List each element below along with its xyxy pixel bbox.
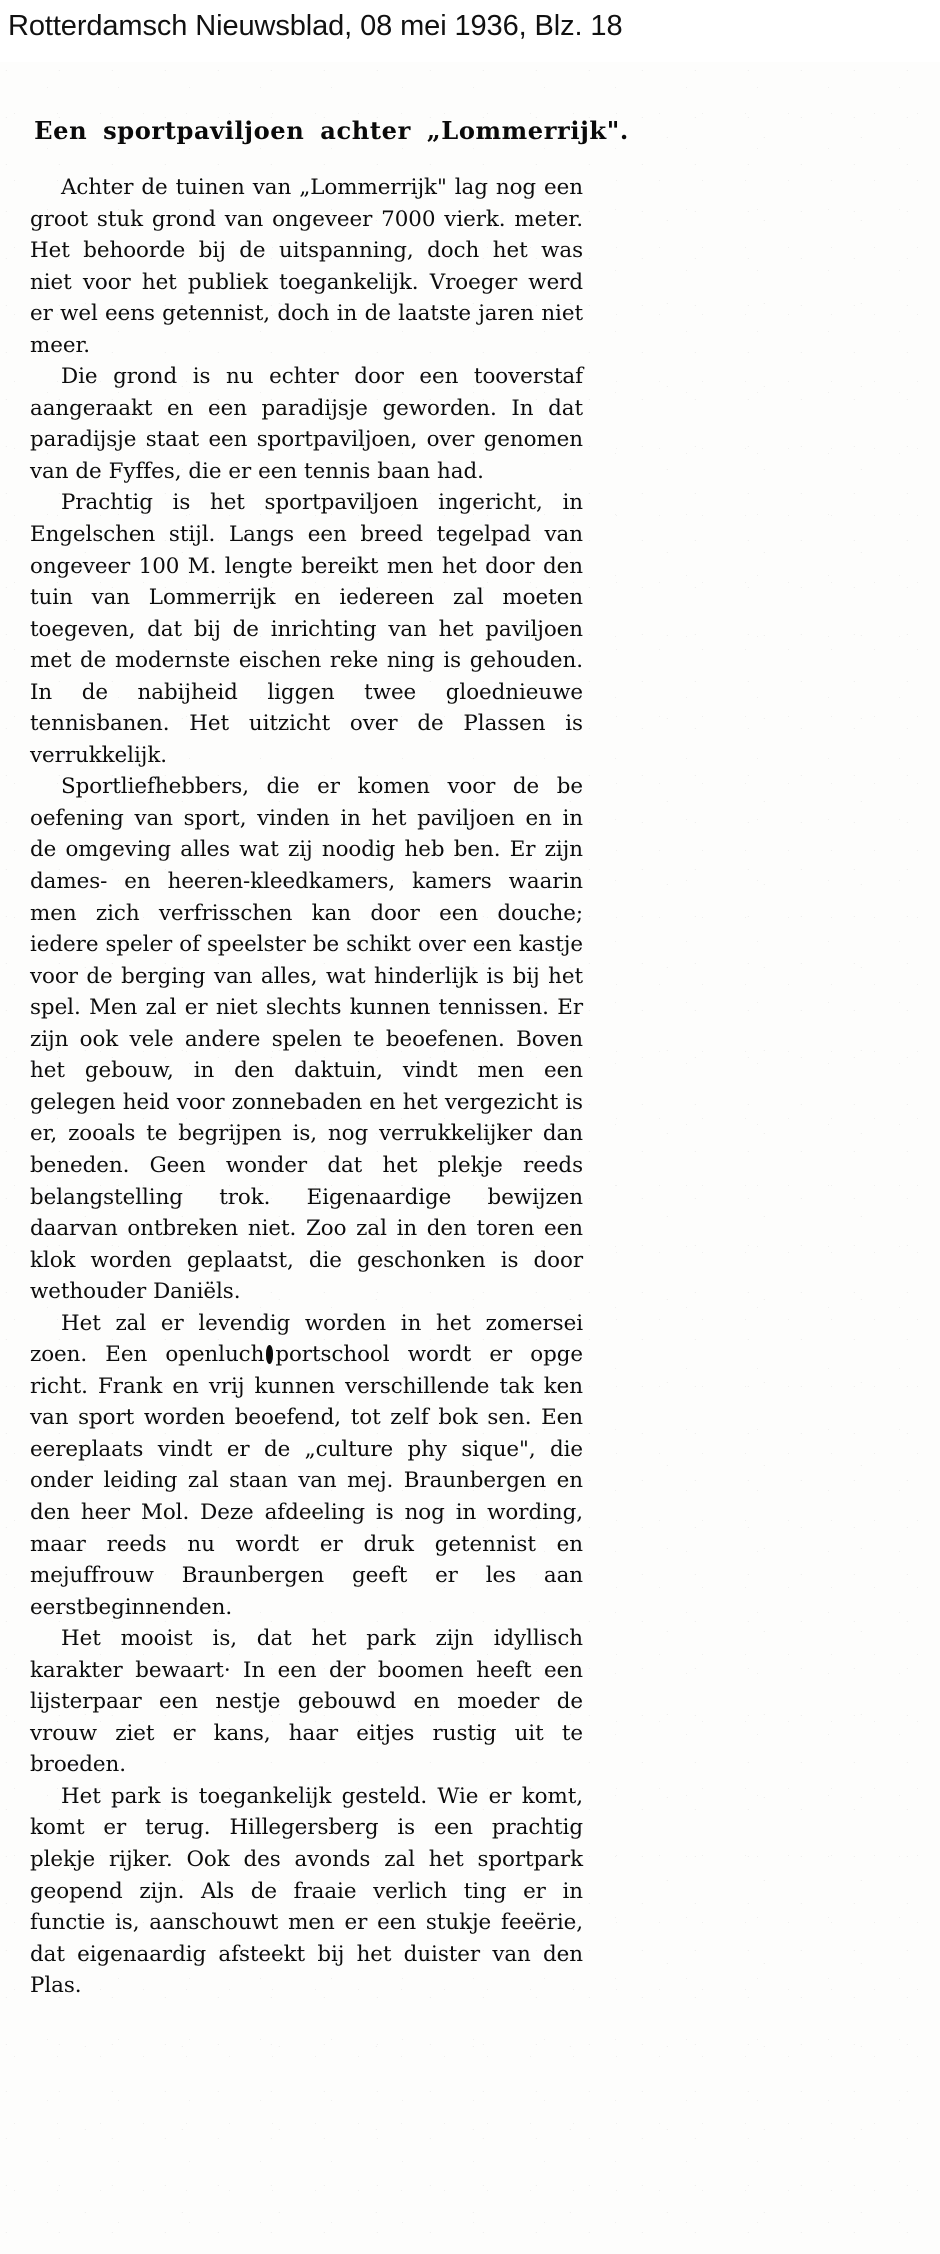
article-column: [30, 62, 629, 2002]
article-paragraph: Achter de tuinen van „Lommerrijk" lag nog een groot stuk grond van ongeveer 7000 vierk. meter. Het behoorde bij de uitspanning, doch het was niet voor het publiek toegankelijk. Vroeger werd er wel eens getennist, doch in de laatste jaren niet meer.: [30, 175, 583, 358]
article-paragraph: Het mooist is, dat het park zijn idyllisch karakter bewaart· In een der boomen heeft een lijsterpaar een nestje gebouwd en moeder de vrouw ziet er kans, haar eitjes rustig uit te broeden.: [30, 1626, 583, 1778]
article-paragraph: Het park is toegankelijk gesteld. Wie er komt, komt er terug. Hillegersberg is een prachtig plekje rijker. Ook des avonds zal het sportpark geopend zijn. Als de fraaie verlich ting er in functie is, aanschouwt men er een stukje feeërie, dat eigenaardig afsteekt bij het duister van den Plas.: [30, 1783, 583, 1999]
paragraph-text-after-artifact: portschool wordt er opge richt. Frank en vrij kunnen verschillende tak ken van sport worden beoefend, tot zelf bok sen. Een eereplaats vindt er de „culture phy sique", die onder leiding zal staan van mej. Braunbergen en den heer Mol. Deze afdeeling is nog in wording, maar reeds nu wordt er druk getennist en mejuffrouw Braunbergen geeft er les aan eerstbeginnenden.: [30, 1342, 583, 1620]
article-paragraph: Sportliefhebbers, die er komen voor de be oefening van sport, vinden in het paviljoen en in de omgeving alles wat zij noodig heb ben. Er zijn dames- en heeren-kleedkamers, kamers waarin men zich verfrisschen kan door een douche; iedere speler of speelster be schikt over een kastje voor de berging van alles, wat hinderlijk is bij het spel. Men zal er niet slechts kunnen tennissen. Er zijn ook vele andere spelen te beoefenen. Boven het gebouw, in den daktuin, vindt men een gelegen heid voor zonnebaden en het vergezicht is er, zooals te begrijpen is, nog verrukkelijker dan beneden. Geen wonder dat het plekje reeds belangstelling trok. Eigenaardige bewijzen daarvan ontbreken niet. Zoo zal in den toren een klok worden geplaatst, die geschonken is door wethouder Daniëls.: [30, 774, 583, 1305]
citation-header: [8, 6, 928, 52]
citation-text: Rotterdamsch Nieuwsblad, 08 mei 1936, Blz. 18: [8, 10, 623, 42]
article-paragraph: Die grond is nu echter door een tooverstaf aangeraakt en een paradijsje geworden. In dat paradijsje staat een sportpaviljoen, over genomen van de Fyffes, die er een tennis baan had.: [30, 364, 583, 484]
article-paragraph: Prachtig is het sportpaviljoen ingericht, in Engelschen stijl. Langs een breed tegelpad van ongeveer 100 M. lengte bereikt men het door den tuin van Lommerrijk en iedereen zal moeten toegeven, dat bij de inrichting van het paviljoen met de modernste eischen reke ning is gehouden. In de nabijheid liggen twee gloednieuwe tennisbanen. Het uitzicht over de Plassen is verrukkelijk.: [30, 490, 583, 768]
paragraph-text-before-artifact: Het zal er levendig worden in het zomersei zoen. Een openluch: [30, 1310, 583, 1368]
newspaper-clipping-scan: [0, 62, 940, 2254]
article-headline: Een sportpaviljoen achter „Lommerrijk".: [34, 116, 629, 145]
article-body: [30, 172, 583, 2002]
article-paragraph: [30, 1308, 583, 1623]
ink-blot-icon: [266, 1345, 273, 1364]
